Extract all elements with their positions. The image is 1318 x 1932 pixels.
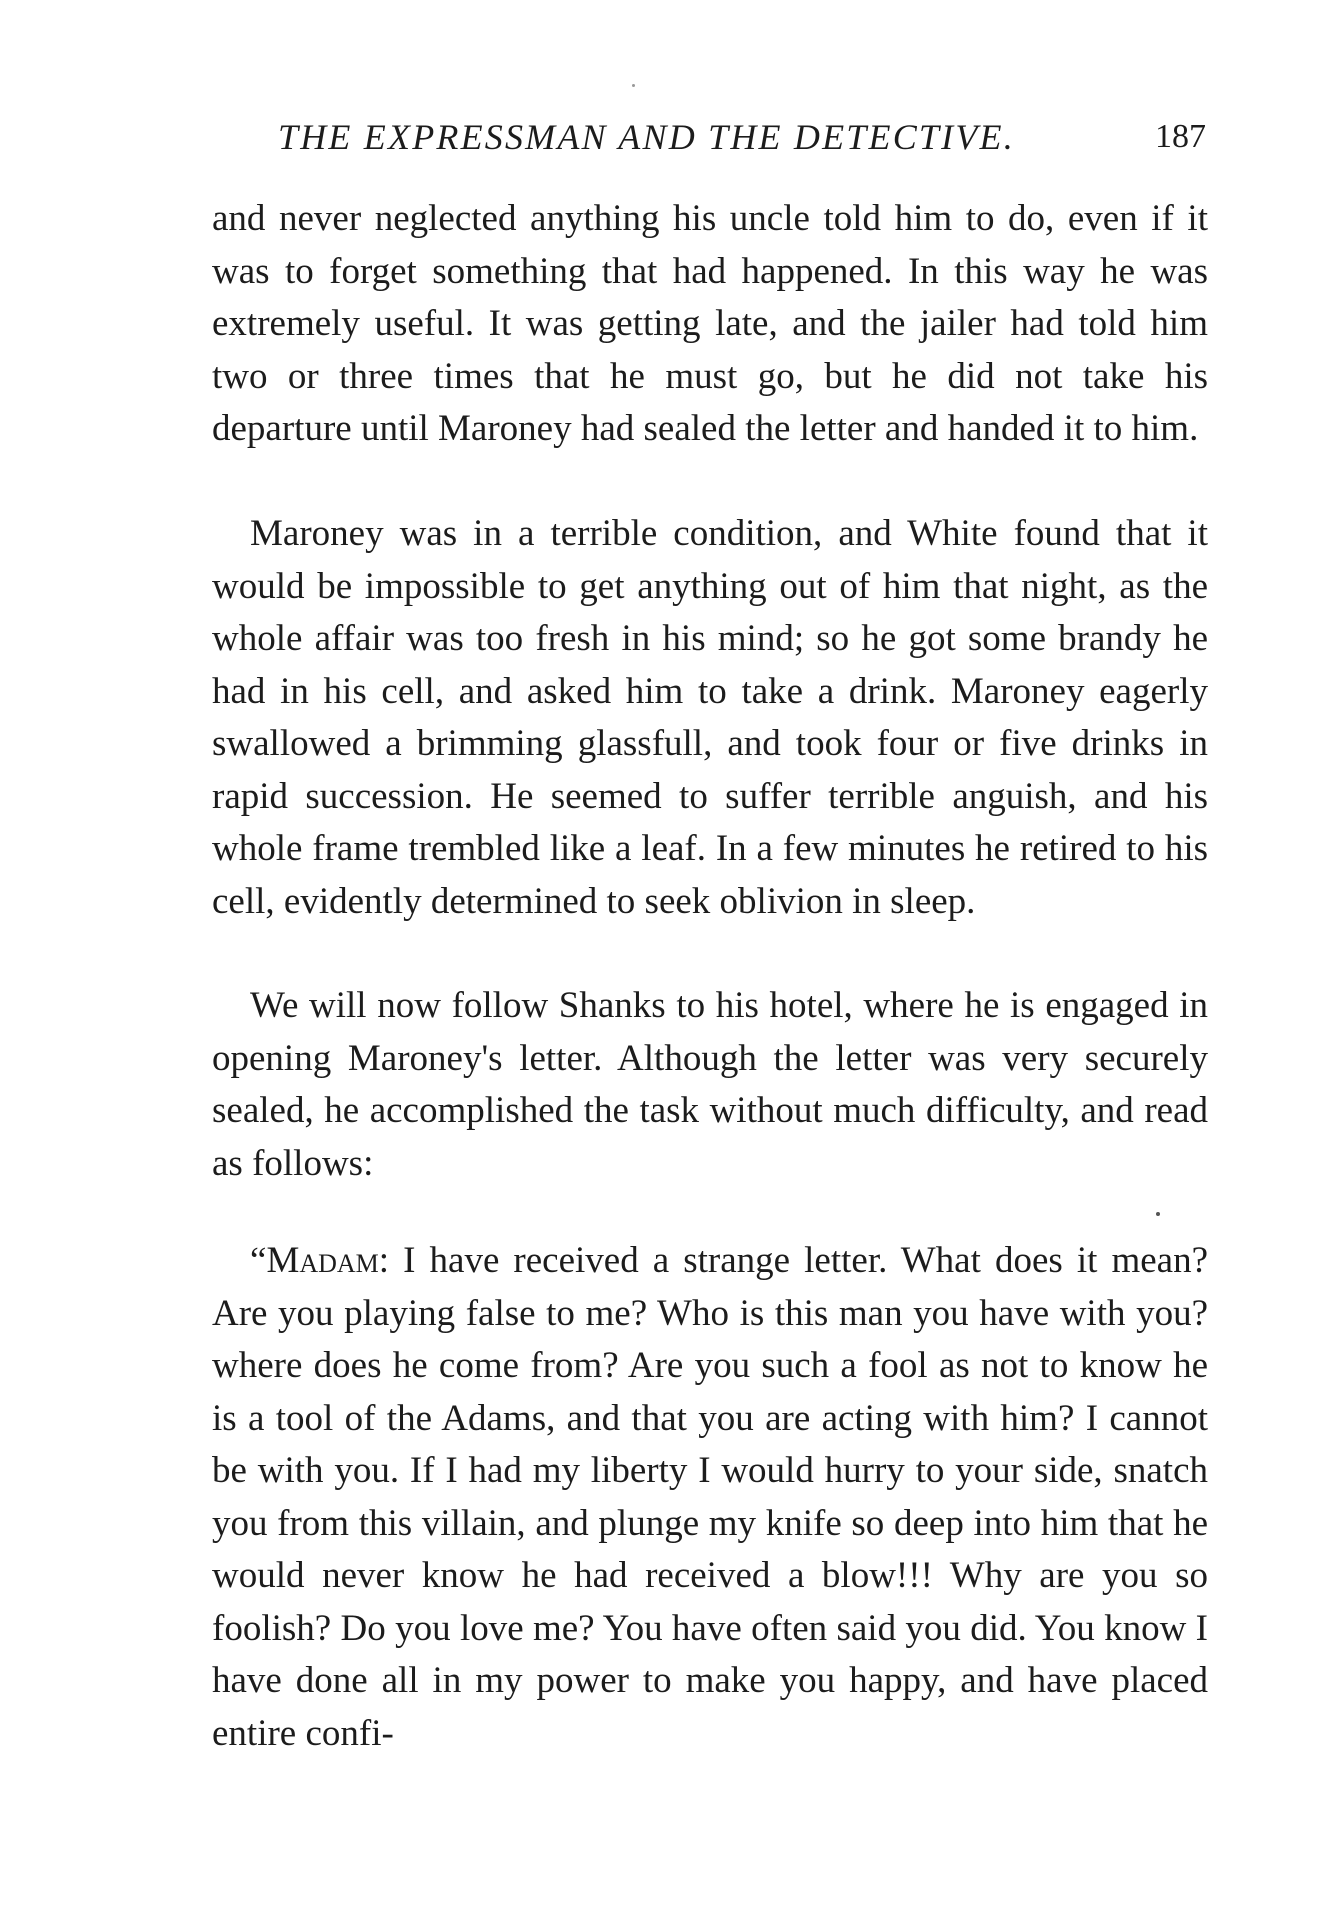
- letter-open-quote: “: [250, 1240, 267, 1281]
- running-head: [278, 112, 1206, 162]
- print-speck: [1156, 1212, 1160, 1216]
- paragraph-shanks-hotel: We will now follow Shanks to his hotel, where he is engaged in opening Maroney's letter. Although the letter was very securely sealed, he accomplished the task without much difficulty, and read as follows:: [212, 985, 1208, 1184]
- page-number: 187: [1155, 118, 1206, 155]
- print-speck: [632, 84, 635, 87]
- paragraph-maroney-condition: Maroney was in a terrible condition, and White found that it would be impossible to get anything out of him that night, as the whole affair was too fresh in his mind; so he got some brandy he had in his cell, and asked him to take a drink. Maroney eagerly swallowed a brimming glassfull, and took four or five drinks in rapid succession. He seemed to suffer terrible anguish, and his whole frame trembled like a leaf. In a few minutes he retired to his cell, evidently determined to seek oblivion in sleep.: [212, 513, 1208, 922]
- paragraph-continuation: and never neglected anything his uncle told him to do, even if it was to forget something that had happened. In this way he was extremely useful. It was getting late, and the jailer had told him two or three times that he must go, but he did not take his departure until Maroney had sealed the letter and handed it to him.: [212, 198, 1208, 449]
- letter-text: [212, 1235, 1208, 1760]
- letter-body: : I have received a strange letter. What does it mean? Are you playing false to me? Who is this man you have with you? where does he come from? Are you such a fool as not to know he is a tool of the Adams, and that you are acting with him? I cannot be with you. If I had my liberty I would hurry to your side, snatch you from this villain, and plunge my knife so deep into him that he would never know he had received a blow!!! Why are you so foolish? Do you love me? You have often said you did. You know I have done all in my power to make you happy, and have placed entire confi-: [212, 1240, 1208, 1754]
- running-title: THE EXPRESSMAN AND THE DETECTIVE.: [278, 117, 1015, 157]
- letter-salutation: Madam: [266, 1240, 379, 1281]
